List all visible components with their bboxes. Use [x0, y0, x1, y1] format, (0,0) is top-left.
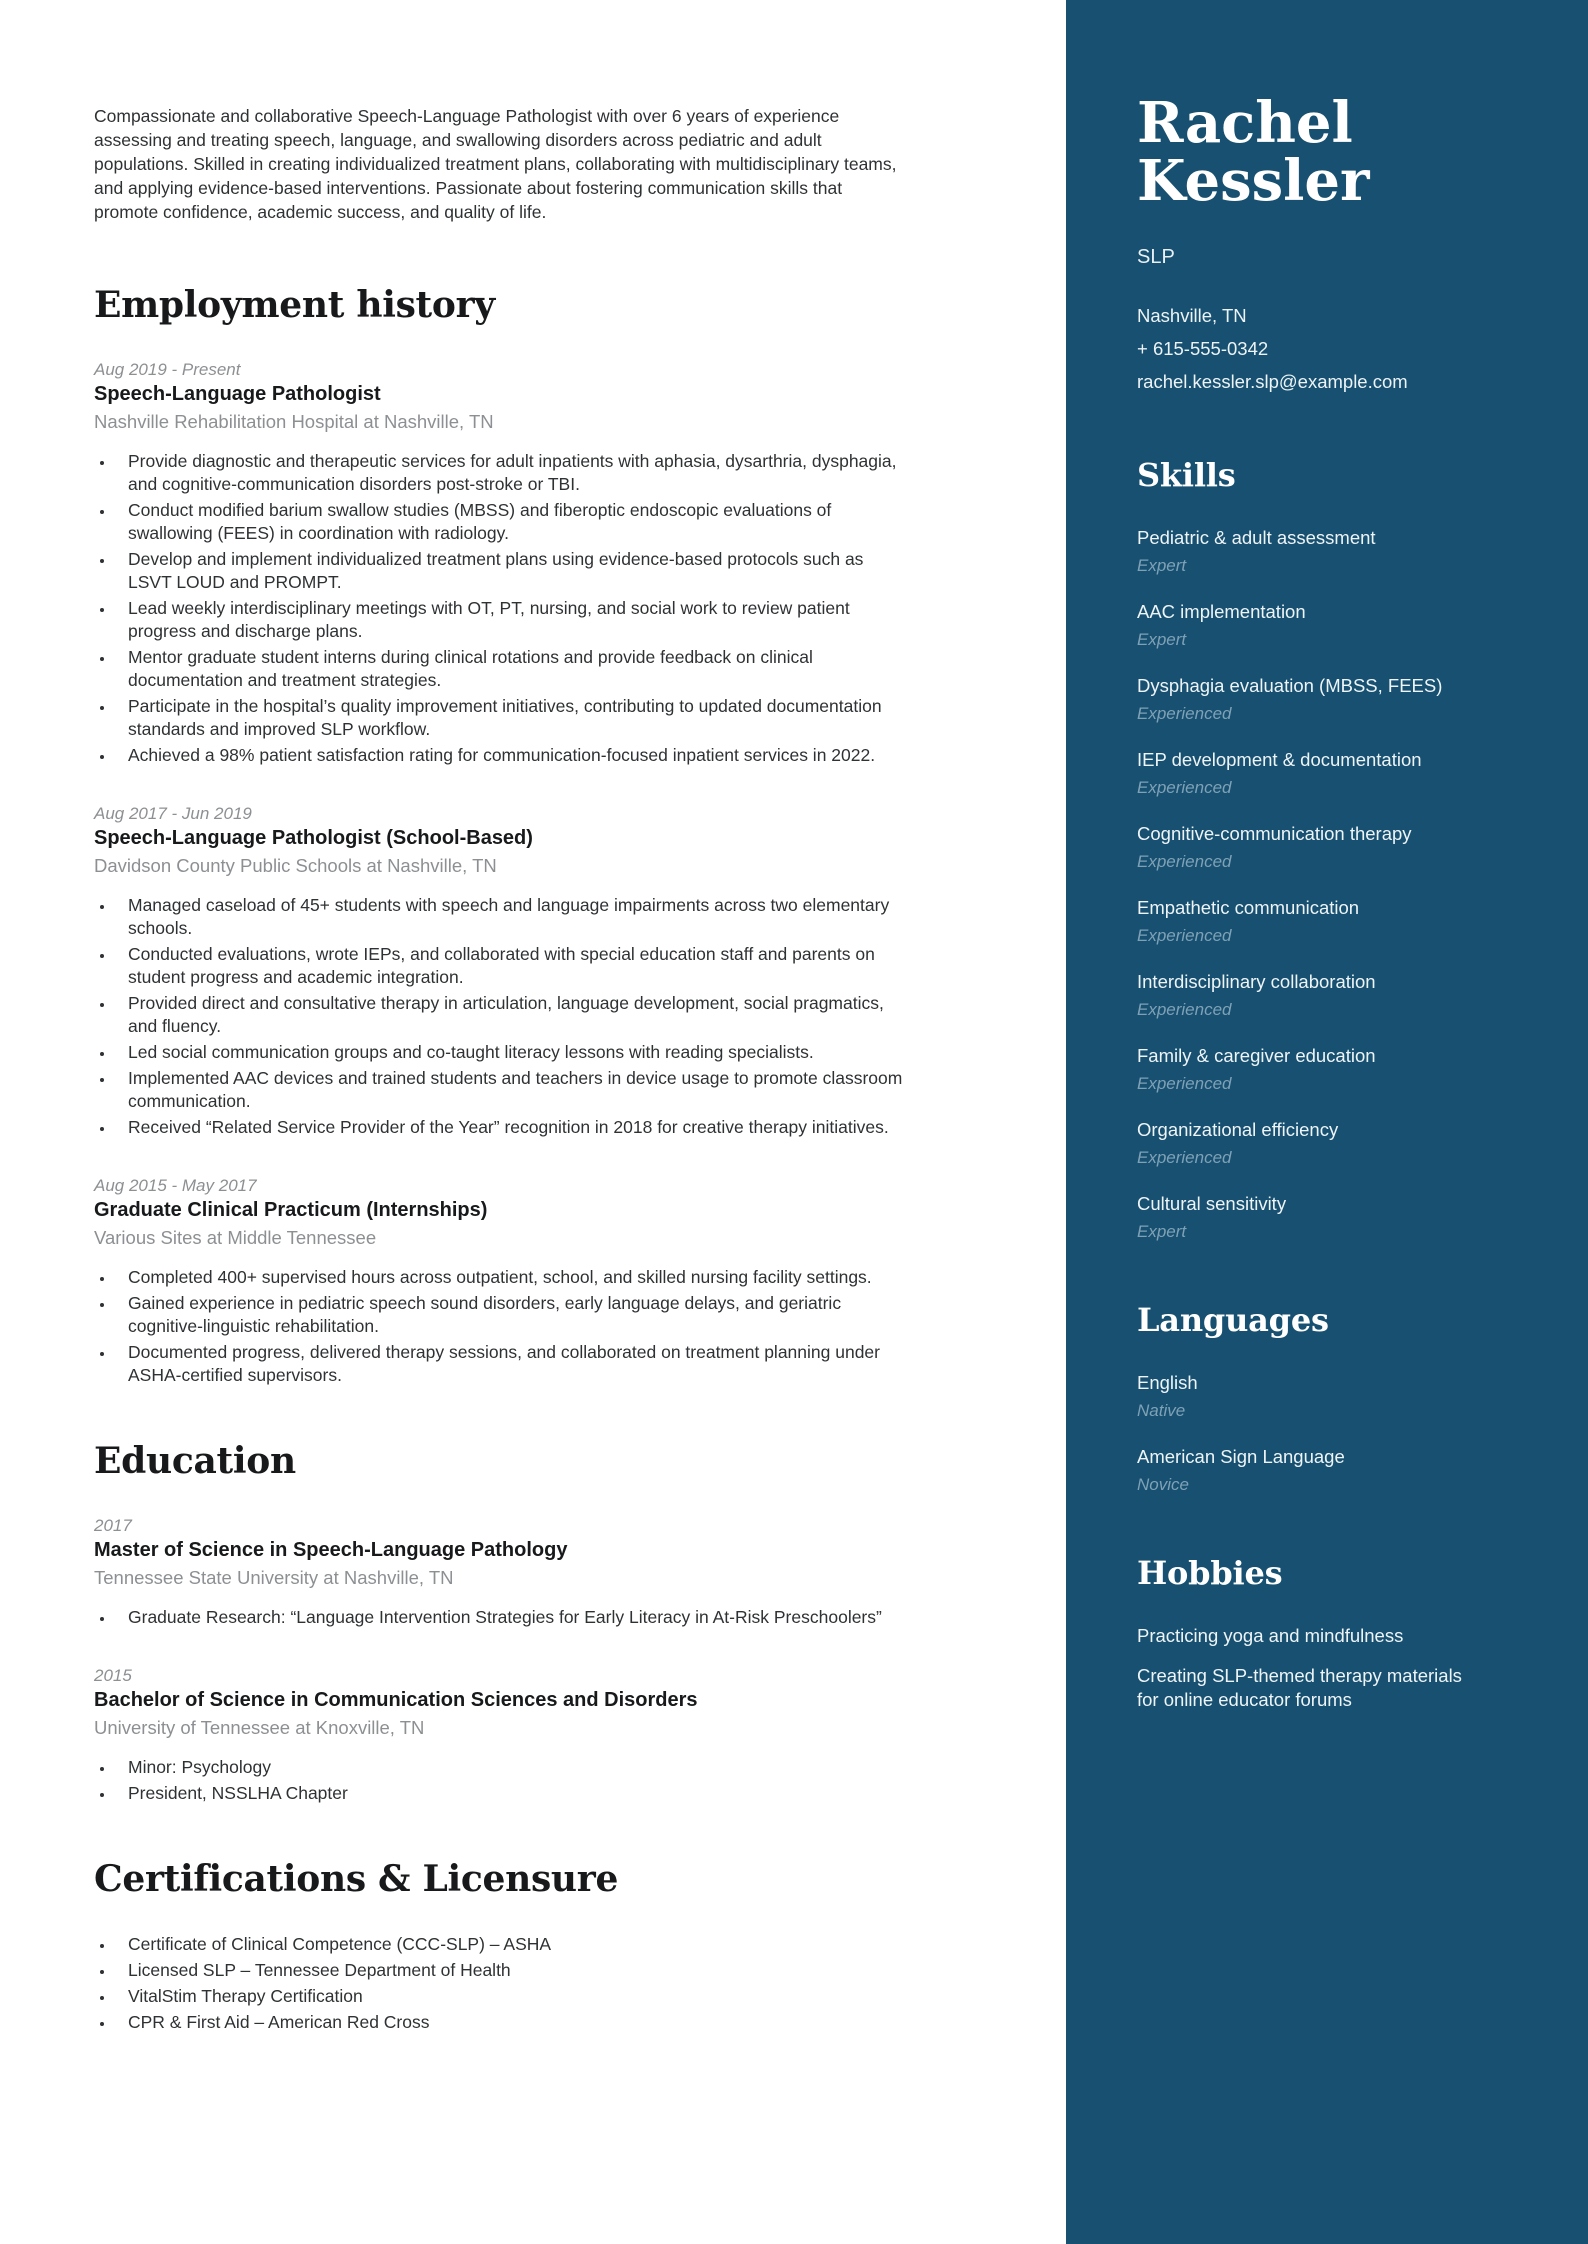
bullet-item: • Develop and implement individualized treatment plans using evidence-based protocols such as LSVT LOUD and PROMPT.: [115, 548, 908, 594]
skill-label: IEP development & documentation: [1137, 749, 1422, 770]
skill-level: Experienced: [1137, 1074, 1232, 1093]
job-dates: Aug 2015 - May 2017: [94, 1176, 257, 1195]
education-year: 2015: [94, 1666, 132, 1685]
role-title: SLP: [1137, 246, 1175, 268]
job-organization: Davidson County Public Schools at Nashville, TN: [94, 855, 497, 876]
language-item: [1137, 1371, 1540, 1422]
hobby-item: Practicing yoga and mindfulness: [1137, 1625, 1404, 1646]
skill-item: [1137, 674, 1540, 725]
languages-heading: Languages: [1137, 1301, 1329, 1339]
sidebar: [1066, 0, 1588, 2244]
bullet-item: • VitalStim Therapy Certification: [115, 1985, 908, 2008]
skill-level: Experienced: [1137, 1148, 1232, 1167]
skill-item: [1137, 822, 1540, 873]
language-level: Native: [1137, 1401, 1186, 1420]
section-certifications: [94, 1859, 908, 2034]
skill-label: Dysphagia evaluation (MBSS, FEES): [1137, 675, 1443, 696]
bullet-item: • Documented progress, delivered therapy sessions, and collaborated on treatment planning under ASHA-certified supervisors.: [115, 1341, 908, 1387]
job-organization: Nashville Rehabilitation Hospital at Nashville, TN: [94, 411, 494, 432]
education-institution: Tennessee State University at Nashville, TN: [94, 1567, 454, 1588]
skill-item: [1137, 600, 1540, 651]
education-entry: [94, 1665, 908, 1805]
skill-item: [1137, 1118, 1540, 1169]
bullet-item: • Certificate of Clinical Competence (CCC-SLP) – ASHA: [115, 1933, 908, 1956]
bullet-item: • Graduate Research: “Language Intervention Strategies for Early Literacy in At-Risk Preschoolers”: [115, 1606, 908, 1629]
section-employment: [94, 285, 908, 1387]
bullet-item: • CPR & First Aid – American Red Cross: [115, 2011, 908, 2034]
job-dates: Aug 2017 - Jun 2019: [94, 804, 252, 823]
education-bullet-list: [94, 1606, 908, 1629]
skills-list: [1137, 526, 1540, 1243]
education-entry: [94, 1515, 908, 1629]
skill-item: [1137, 1044, 1540, 1095]
skill-label: Cultural sensitivity: [1137, 1193, 1287, 1214]
skill-label: Pediatric & adult assessment: [1137, 527, 1376, 548]
job-bullet-list: [94, 1266, 908, 1387]
job-dates: Aug 2019 - Present: [94, 360, 241, 379]
skill-level: Expert: [1137, 1222, 1187, 1241]
bullet-item: • Provide diagnostic and therapeutic services for adult inpatients with aphasia, dysarthria, dysphagia, and cognitive-communication disorders post-stroke or TBI.: [115, 450, 908, 496]
hobby-item: Creating SLP-themed therapy materials for online educator forums: [1137, 1665, 1462, 1710]
bullet-item: • Gained experience in pediatric speech sound disorders, early language delays, and geriatric cognitive-linguistic rehabilitation.: [115, 1292, 908, 1338]
skill-label: Interdisciplinary collaboration: [1137, 971, 1376, 992]
bullet-item: • Completed 400+ supervised hours across outpatient, school, and skilled nursing facility settings.: [115, 1266, 908, 1289]
bullet-item: • Achieved a 98% patient satisfaction rating for communication-focused inpatient services in 2022.: [115, 744, 908, 767]
bullet-item: • Received “Related Service Provider of the Year” recognition in 2018 for creative therapy initiatives.: [115, 1116, 908, 1139]
job-title: Graduate Clinical Practicum (Internships): [94, 1199, 488, 1221]
languages-list: [1137, 1371, 1540, 1496]
employment-heading: Employment history: [94, 284, 495, 326]
language-label: American Sign Language: [1137, 1446, 1345, 1467]
skill-label: AAC implementation: [1137, 601, 1306, 622]
skill-level: Experienced: [1137, 1000, 1232, 1019]
job-title: Speech-Language Pathologist (School-Based): [94, 827, 533, 849]
language-item: [1137, 1445, 1540, 1496]
language-level: Novice: [1137, 1475, 1189, 1494]
bullet-item: • Lead weekly interdisciplinary meetings with OT, PT, nursing, and social work to review patient progress and discharge plans.: [115, 597, 908, 643]
hobbies-heading: Hobbies: [1137, 1554, 1283, 1592]
skill-level: Expert: [1137, 630, 1187, 649]
bullet-item: • Licensed SLP – Tennessee Department of Health: [115, 1959, 908, 1982]
skill-item: [1137, 896, 1540, 947]
certifications-heading: Certifications & Licensure: [94, 1858, 619, 1900]
bullet-item: • Mentor graduate student interns during clinical rotations and provide feedback on clinical documentation and treatment strategies.: [115, 646, 908, 692]
skill-level: Expert: [1137, 556, 1187, 575]
job-title: Speech-Language Pathologist: [94, 383, 381, 405]
skill-item: [1137, 970, 1540, 1021]
skill-label: Organizational efficiency: [1137, 1119, 1339, 1140]
bullet-item: • Conduct modified barium swallow studies (MBSS) and fiberoptic endoscopic evaluations of swallowing (FEES) in coordination with radiology.: [115, 499, 908, 545]
job-entry: [94, 803, 908, 1139]
education-year: 2017: [94, 1516, 132, 1535]
job-bullet-list: [94, 450, 908, 767]
bullet-item: • Led social communication groups and co-taught literacy lessons with reading specialists.: [115, 1041, 908, 1064]
contact-line: Nashville, TN: [1137, 305, 1247, 326]
job-entry: [94, 1175, 908, 1387]
bullet-item: • Minor: Psychology: [115, 1756, 908, 1779]
skill-label: Cognitive-communication therapy: [1137, 823, 1412, 844]
skill-level: Experienced: [1137, 778, 1232, 797]
bullet-item: • President, NSSLHA Chapter: [115, 1782, 908, 1805]
contact-list: [1137, 299, 1540, 398]
certifications-list: [94, 1933, 908, 2034]
education-institution: University of Tennessee at Knoxville, TN: [94, 1717, 425, 1738]
summary-text: Compassionate and collaborative Speech-Language Pathologist with over 6 years of experience assessing and treating speech, language, and swallowing disorders across pediatric and adult populations. Skilled in creating individualized treatment plans, collaborating with multidisciplinary teams, and applying evidence-based interventions. Passionate about fostering communication skills that promote confidence, academic success, and quality of life.: [94, 106, 897, 222]
contact-line: rachel.kessler.slp@example.com: [1137, 371, 1408, 392]
job-bullet-list: [94, 894, 908, 1139]
bullet-item: • Participate in the hospital’s quality improvement initiatives, contributing to updated documentation standards and improved SLP workflow.: [115, 695, 908, 741]
degree-title: Master of Science in Speech-Language Pathology: [94, 1539, 568, 1561]
education-bullet-list: [94, 1756, 908, 1805]
bullet-item: • Managed caseload of 45+ students with speech and language impairments across two elementary schools.: [115, 894, 908, 940]
skill-level: Experienced: [1137, 704, 1232, 723]
bullet-item: • Provided direct and consultative therapy in articulation, language development, social pragmatics, and fluency.: [115, 992, 908, 1038]
skill-level: Experienced: [1137, 926, 1232, 945]
skills-heading: Skills: [1137, 456, 1236, 494]
person-last-name: Kessler: [1137, 148, 1370, 214]
job-organization: Various Sites at Middle Tennessee: [94, 1227, 377, 1248]
skill-item: [1137, 526, 1540, 577]
skill-item: [1137, 1192, 1540, 1243]
contact-line: + 615-555-0342: [1137, 338, 1269, 359]
degree-title: Bachelor of Science in Communication Sciences and Disorders: [94, 1689, 698, 1711]
language-label: English: [1137, 1372, 1198, 1393]
skill-level: Experienced: [1137, 852, 1232, 871]
skill-label: Family & caregiver education: [1137, 1045, 1376, 1066]
section-education: [94, 1441, 908, 1805]
bullet-item: • Implemented AAC devices and trained students and teachers in device usage to promote classroom communication.: [115, 1067, 908, 1113]
skill-label: Empathetic communication: [1137, 897, 1360, 918]
bullet-item: • Conducted evaluations, wrote IEPs, and collaborated with special education staff and parents on student progress and academic integration.: [115, 943, 908, 989]
job-entry: [94, 359, 908, 767]
hobbies-list: [1137, 1624, 1540, 1712]
person-name: [1137, 90, 1540, 214]
education-heading: Education: [94, 1440, 296, 1482]
person-first-name: Rachel: [1137, 90, 1353, 156]
skill-item: [1137, 748, 1540, 799]
